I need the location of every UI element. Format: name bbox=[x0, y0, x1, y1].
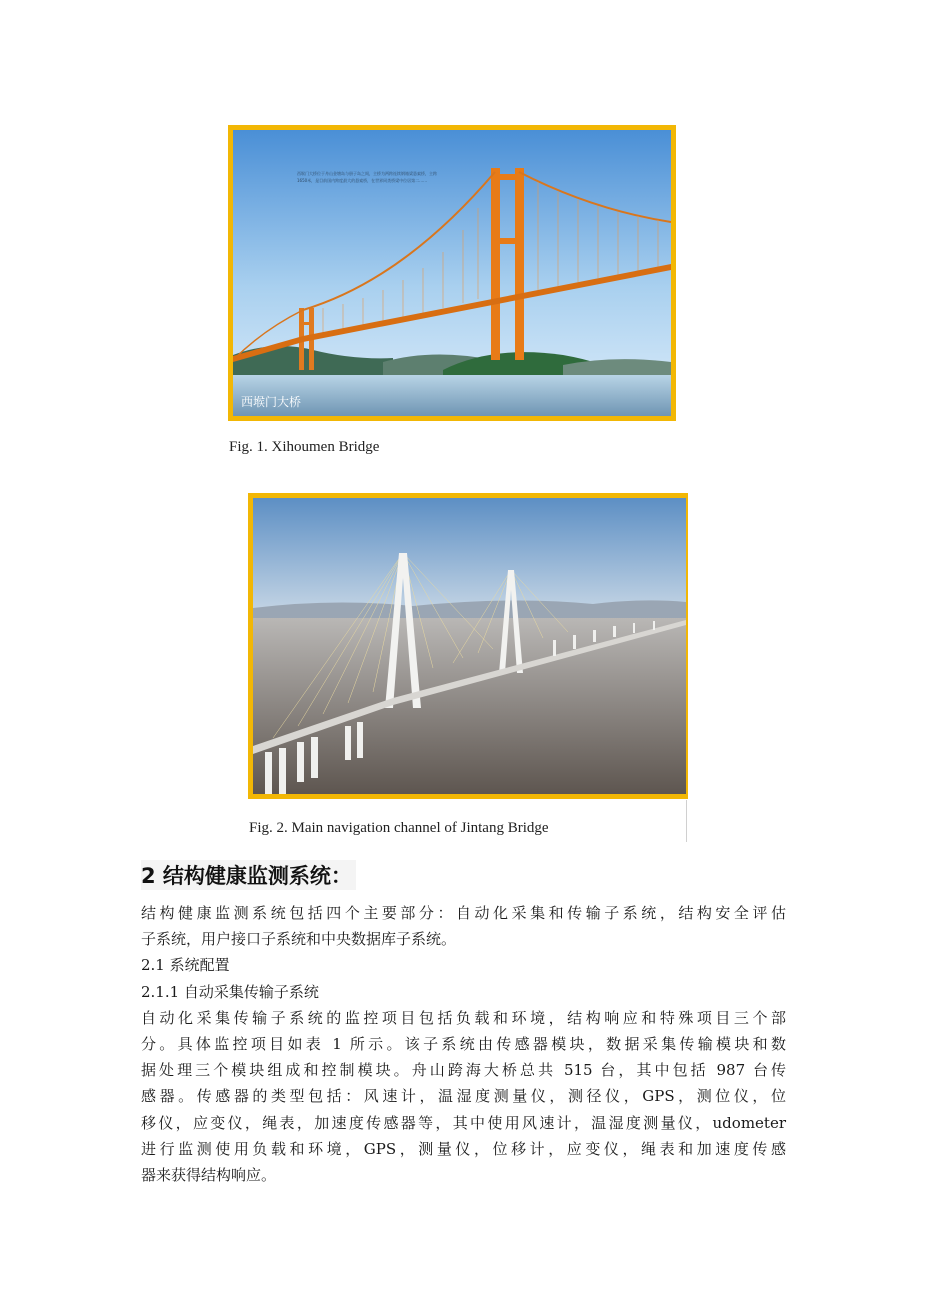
figure-xihoumen-bridge bbox=[228, 125, 676, 421]
body-line: 自动化采集传输子系统的监控项目包括负载和环境，结构响应和特殊项目三个部 bbox=[141, 1008, 786, 1027]
section-intro bbox=[141, 900, 786, 1188]
section-heading: 2 结构健康监测系统： bbox=[141, 860, 356, 890]
body-line: 器来获得结构响应。 bbox=[141, 1166, 277, 1185]
intro-line: 子系统，用户接口子系统和中央数据库子系统。 bbox=[141, 930, 457, 949]
subsection-heading: 2.1 系统配置 bbox=[141, 956, 230, 975]
intro-line: 结构健康监测系统包括四个主要部分：自动化采集和传输子系统，结构安全评估 bbox=[141, 904, 786, 922]
divider-line bbox=[686, 800, 687, 842]
subsubsection-heading: 2.1.1 自动采集传输子系统 bbox=[141, 982, 319, 1001]
figure-jintang-bridge bbox=[248, 493, 688, 799]
jintang-bridge-image bbox=[253, 498, 686, 794]
body-line: 感器。传感器的类型包括：风速计，温湿度测量仪，测径仪，GPS，测位仪，位 bbox=[141, 1087, 786, 1106]
body-line: 进行监测使用负载和环境，GPS，测量仪，位移计，应变仪，绳表和加速度传感 bbox=[141, 1139, 786, 1158]
figure-image-label: 西堠门大桥 bbox=[241, 395, 302, 409]
figure-2-caption: Fig. 2. Main navigation channel of Jintang Bridge bbox=[249, 820, 549, 836]
body-line: 移仪，应变仪，绳表，加速度传感器等，其中使用风速计，温湿度测量仪，udometer bbox=[141, 1113, 786, 1132]
body-line: 据处理三个模块组成和控制模块。舟山跨海大桥总共 515 台，其中包括 987 台传 bbox=[141, 1061, 786, 1080]
figure-overlay-text: 西堠门大桥位于舟山金塘岛与册子岛之间，主桥为两跨连续钢箱梁悬索桥，主跨1650米，是目前国内跨度最大的悬索桥，在世界同类桥梁中位居第二…… bbox=[297, 171, 437, 183]
figure-1-caption: Fig. 1. Xihoumen Bridge bbox=[229, 439, 380, 455]
body-line: 分。具体监控项目如表 1 所示。该子系统由传感器模块，数据采集传输模块和数 bbox=[141, 1035, 786, 1054]
